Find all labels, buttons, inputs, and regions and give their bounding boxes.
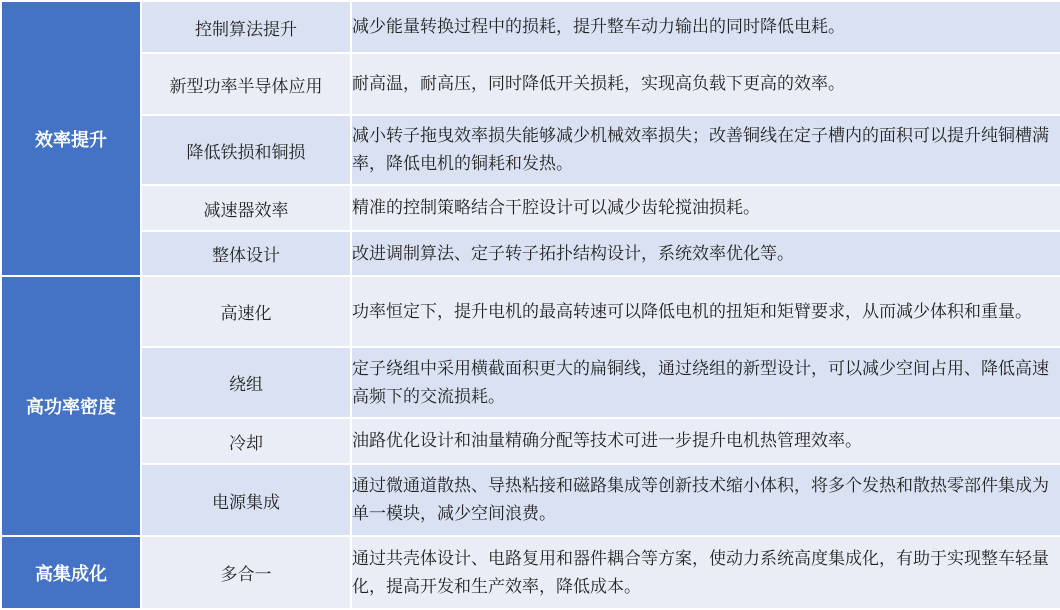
item-cell: 降低铁损和铜损	[141, 115, 351, 185]
table-row	[1, 536, 1060, 609]
item-cell: 整体设计	[141, 231, 351, 276]
table-row	[1, 276, 1060, 347]
description-cell: 减少能量转换过程中的损耗，提升整车动力输出的同时降低电耗。	[351, 1, 1060, 53]
category-efficiency: 效率提升	[1, 1, 141, 276]
description-cell: 减小转子拖曳效率损失能够减少机械效率损失；改善铜线在定子槽内的面积可以提升纯铜槽满率，降低电机的铜耗和发热。	[351, 115, 1060, 185]
category-power-density: 高功率密度	[1, 276, 141, 536]
item-cell: 绕组	[141, 347, 351, 418]
table-row	[1, 185, 1060, 231]
description-cell: 通过微通道散热、导热粘接和磁路集成等创新技术缩小体积，将多个发热和散热零部件集成为单一模块，减少空间浪费。	[351, 464, 1060, 536]
item-cell: 多合一	[141, 536, 351, 609]
table-row	[1, 347, 1060, 418]
item-cell: 电源集成	[141, 464, 351, 536]
description-cell: 耐高温，耐高压，同时降低开关损耗，实现高负载下更高的效率。	[351, 53, 1060, 115]
table-row	[1, 1, 1060, 53]
description-cell: 油路优化设计和油量精确分配等技术可进一步提升电机热管理效率。	[351, 418, 1060, 464]
description-cell: 通过共壳体设计、电路复用和器件耦合等方案，使动力系统高度集成化，有助于实现整车轻量化，提高开发和生产效率，降低成本。	[351, 536, 1060, 609]
description-cell: 定子绕组中采用横截面积更大的扁铜线，通过绕组的新型设计，可以减少空间占用、降低高速高频下的交流损耗。	[351, 347, 1060, 418]
table-row	[1, 231, 1060, 276]
table-row	[1, 464, 1060, 536]
item-cell: 高速化	[141, 276, 351, 347]
item-cell: 减速器效率	[141, 185, 351, 231]
item-cell: 冷却	[141, 418, 351, 464]
table-row	[1, 418, 1060, 464]
table-row	[1, 53, 1060, 115]
description-cell: 功率恒定下，提升电机的最高转速可以降低电机的扭矩和矩臂要求，从而减少体积和重量。	[351, 276, 1060, 347]
table-row	[1, 115, 1060, 185]
item-cell: 新型功率半导体应用	[141, 53, 351, 115]
description-cell: 改进调制算法、定子转子拓扑结构设计，系统效率优化等。	[351, 231, 1060, 276]
item-cell: 控制算法提升	[141, 1, 351, 53]
category-integration: 高集成化	[1, 536, 141, 609]
description-cell: 精准的控制策略结合干腔设计可以减少齿轮搅油损耗。	[351, 185, 1060, 231]
